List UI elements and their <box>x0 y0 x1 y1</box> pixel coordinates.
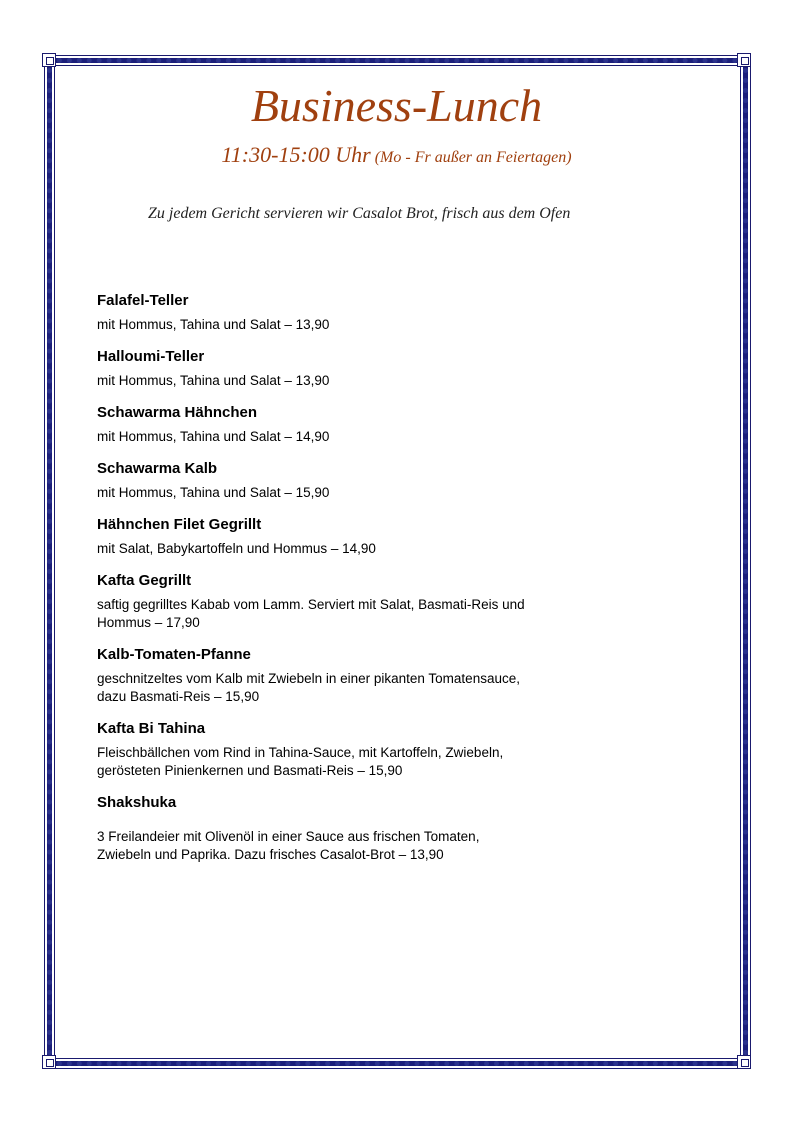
menu-item-name: Halloumi-Teller <box>97 348 205 365</box>
lunch-days: (Mo - Fr außer an Feiertagen) <box>374 149 572 166</box>
menu-item-description: saftig gegrilltes Kabab vom Lamm. Serviert mit Salat, Basmati-Reis und Hommus – 17,90 <box>97 597 525 630</box>
corner-ornament-bottom-right <box>737 1055 751 1069</box>
menu-item-description: mit Hommus, Tahina und Salat – 14,90 <box>97 429 330 444</box>
menu-item-name: Schawarma Hähnchen <box>97 404 258 421</box>
menu-item-name: Shakshuka <box>97 794 177 811</box>
menu-item-name: Kalb-Tomaten-Pfanne <box>97 646 251 663</box>
menu-item <box>97 514 587 558</box>
menu-item-description: geschnitzeltes vom Kalb mit Zwiebeln in einer pikanten Tomatensauce, dazu Basmati-Reis – 15,90 <box>97 671 520 704</box>
menu-item-description: mit Hommus, Tahina und Salat – 13,90 <box>97 373 330 388</box>
menu-item-description: mit Salat, Babykartoffeln und Hommus – 14,90 <box>97 541 376 556</box>
menu-item-description: 3 Freilandeier mit Olivenöl in einer Sauce aus frischen Tomaten, Zwiebeln und Paprika. Dazu frisches Casalot-Brot – 13,90 <box>97 829 480 862</box>
menu-item <box>97 290 587 334</box>
menu-item <box>97 644 587 706</box>
menu-item-description: mit Hommus, Tahina und Salat – 15,90 <box>97 485 330 500</box>
menu-item-description: Fleischbällchen vom Rind in Tahina-Sauce, mit Kartoffeln, Zwiebeln, gerösteten Pinienkernen und Basmati-Reis – 15,90 <box>97 745 504 778</box>
menu-item-description: mit Hommus, Tahina und Salat – 13,90 <box>97 317 330 332</box>
menu-item <box>97 402 587 446</box>
menu-item <box>97 570 587 632</box>
page-title: Business-Lunch <box>250 80 543 131</box>
corner-ornament-top-right <box>737 53 751 67</box>
menu-list <box>97 290 587 876</box>
lunch-time: 11:30-15:00 Uhr <box>221 142 371 167</box>
menu-item-name: Kafta Gegrillt <box>97 572 192 589</box>
menu-item <box>97 792 587 864</box>
menu-item-name: Kafta Bi Tahina <box>97 720 206 737</box>
corner-ornament-top-left <box>42 53 56 67</box>
bread-note: Zu jedem Gericht servieren wir Casalot Brot, frisch aus dem Ofen <box>148 205 571 222</box>
menu-item <box>97 718 587 780</box>
opening-hours <box>0 141 793 172</box>
menu-item-name: Falafel-Teller <box>97 292 189 309</box>
menu-item-name: Hähnchen Filet Gegrillt <box>97 516 262 533</box>
menu-item-name: Schawarma Kalb <box>97 460 218 477</box>
menu-item <box>97 346 587 390</box>
menu-item <box>97 458 587 502</box>
corner-ornament-bottom-left <box>42 1055 56 1069</box>
